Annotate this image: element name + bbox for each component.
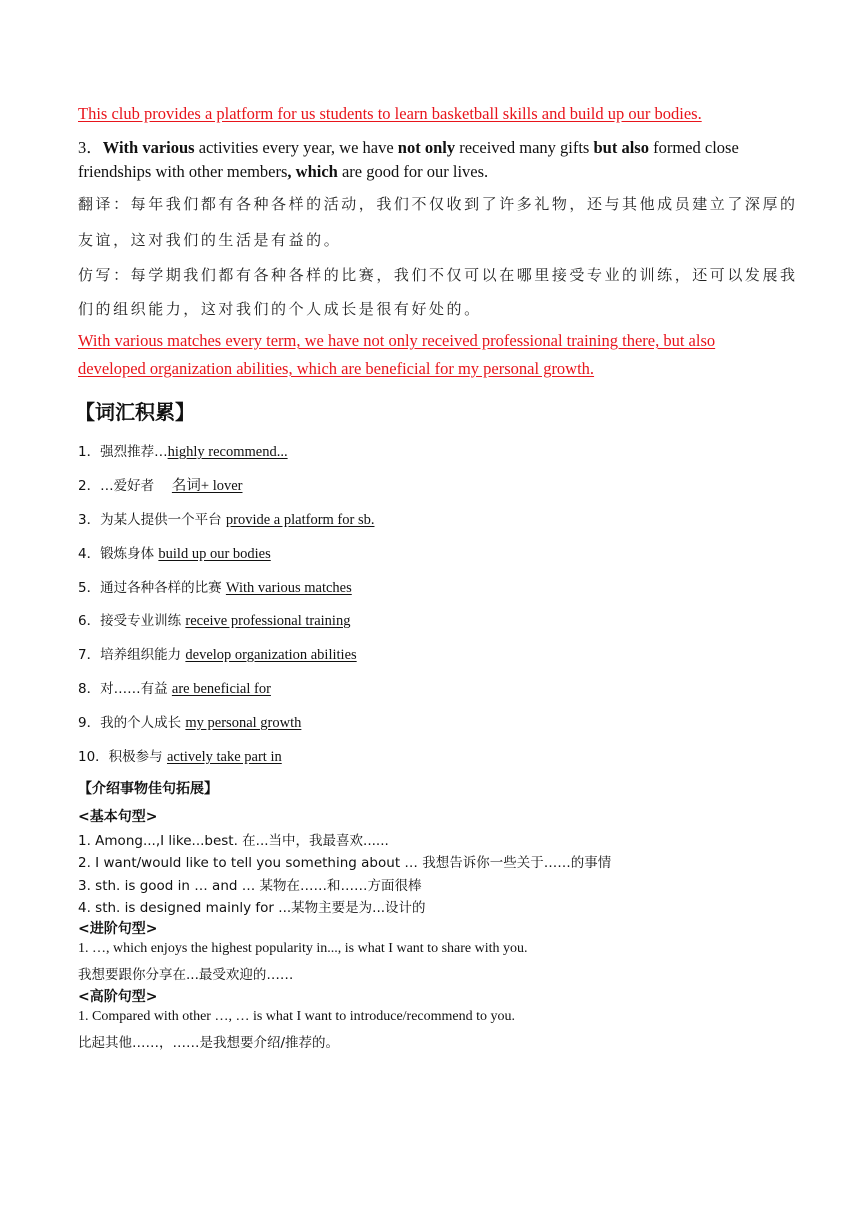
basic-pattern-line: 1. Among...,I like...best. 在...当中，我最喜欢...... — [78, 833, 389, 849]
vocab-item: 5．通过各种各样的比赛 With various matches — [78, 580, 352, 596]
basic-patterns-label: <基本句型> — [78, 809, 158, 825]
vocab-item: 2．…爱好者 名词+ lover — [78, 478, 243, 494]
item-3-sentence-line2 — [78, 162, 488, 182]
vocab-item: 4．锻炼身体 build up our bodies — [78, 546, 271, 562]
vocab-item: 7．培养组织能力 develop organization abilities — [78, 647, 357, 663]
imitation-answer-line2: developed organization abilities, which are beneficial for my personal growth. — [78, 359, 595, 378]
high-patterns-label: <高阶句型> — [78, 989, 158, 1005]
vocab-answer: build up our bodies — [158, 546, 271, 562]
vocab-section-title: 【词汇积累】 — [75, 400, 195, 424]
bold-which: , which — [287, 162, 338, 181]
vocab-item: 6．接受专业训练 receive professional training — [78, 613, 351, 629]
item-3-sentence-line1 — [78, 134, 739, 158]
vocab-answer: my personal growth — [185, 715, 302, 731]
bold-with-various: With various — [102, 138, 195, 157]
advanced-patterns-label: <进阶句型> — [78, 921, 158, 937]
text-segment: activities every year, we have — [194, 138, 398, 157]
bold-not-only: not only — [397, 138, 456, 157]
vocab-answer: 名词+ lover — [171, 478, 243, 494]
basic-pattern-line: 4. sth. is designed mainly for ...某物主要是为...设计的 — [78, 900, 426, 916]
vocab-answer: actively take part in — [166, 749, 282, 765]
model-sentence-red: This club provides a platform for us students to learn basketball skills and build up our bodies. — [78, 104, 702, 123]
text-segment: friendships with other members — [78, 162, 288, 181]
high-pattern-translation: 比起其他……，……是我想要介绍/推荐的。 — [78, 1035, 340, 1051]
item-3-number: 3． — [78, 138, 103, 157]
imitation-line2: 们的组织能力，这对我们的个人成长是很有好处的。 — [78, 300, 482, 318]
text-segment: received many gifts — [455, 138, 594, 157]
imitation-line1: 仿写：每学期我们都有各种各样的比赛，我们不仅可以在哪里接受专业的训练，还可以发展我 — [78, 266, 798, 284]
vocab-answer: provide a platform for sb. — [225, 512, 375, 528]
basic-pattern-line: 3. sth. is good in … and … 某物在……和……方面很棒 — [78, 878, 422, 894]
text-segment: formed close — [648, 138, 739, 157]
advanced-pattern-line: 1. …, which enjoys the highest popularity in..., is what I want to share with you. — [78, 941, 528, 956]
translation-line1: 翻译：每年我们都有各种各样的活动，我们不仅收到了许多礼物，还与其他成员建立了深厚的 — [78, 195, 798, 213]
vocab-item: 3．为某人提供一个平台 provide a platform for sb. — [78, 512, 375, 528]
vocab-answer: receive professional training — [185, 613, 351, 629]
vocab-answer: develop organization abilities — [185, 647, 357, 663]
bold-but-also: but also — [593, 138, 649, 157]
expansion-section-title: 【介绍事物佳句拓展】 — [78, 781, 218, 797]
vocab-item: 1．强烈推荐…highly recommend... — [78, 444, 288, 460]
translation-line2: 友谊，这对我们的生活是有益的。 — [78, 231, 342, 249]
vocab-item: 10．积极参与 actively take part in — [78, 749, 282, 765]
vocab-item: 8．对……有益 are beneficial for — [78, 681, 271, 697]
high-pattern-line: 1. Compared with other …, … is what I want to introduce/recommend to you. — [78, 1009, 516, 1024]
vocab-answer: are beneficial for — [171, 681, 271, 697]
vocab-item: 9．我的个人成长 my personal growth — [78, 715, 302, 731]
vocab-answer: highly recommend... — [167, 444, 288, 460]
imitation-answer-line1: With various matches every term, we have not only received professional training there, but also — [78, 331, 716, 350]
basic-pattern-line: 2. I want/would like to tell you something about … 我想告诉你一些关于……的事情 — [78, 855, 612, 871]
advanced-pattern-translation: 我想要跟你分享在...最受欢迎的…… — [78, 967, 294, 983]
vocab-answer: With various matches — [225, 580, 352, 596]
text-segment: are good for our lives. — [337, 162, 489, 181]
